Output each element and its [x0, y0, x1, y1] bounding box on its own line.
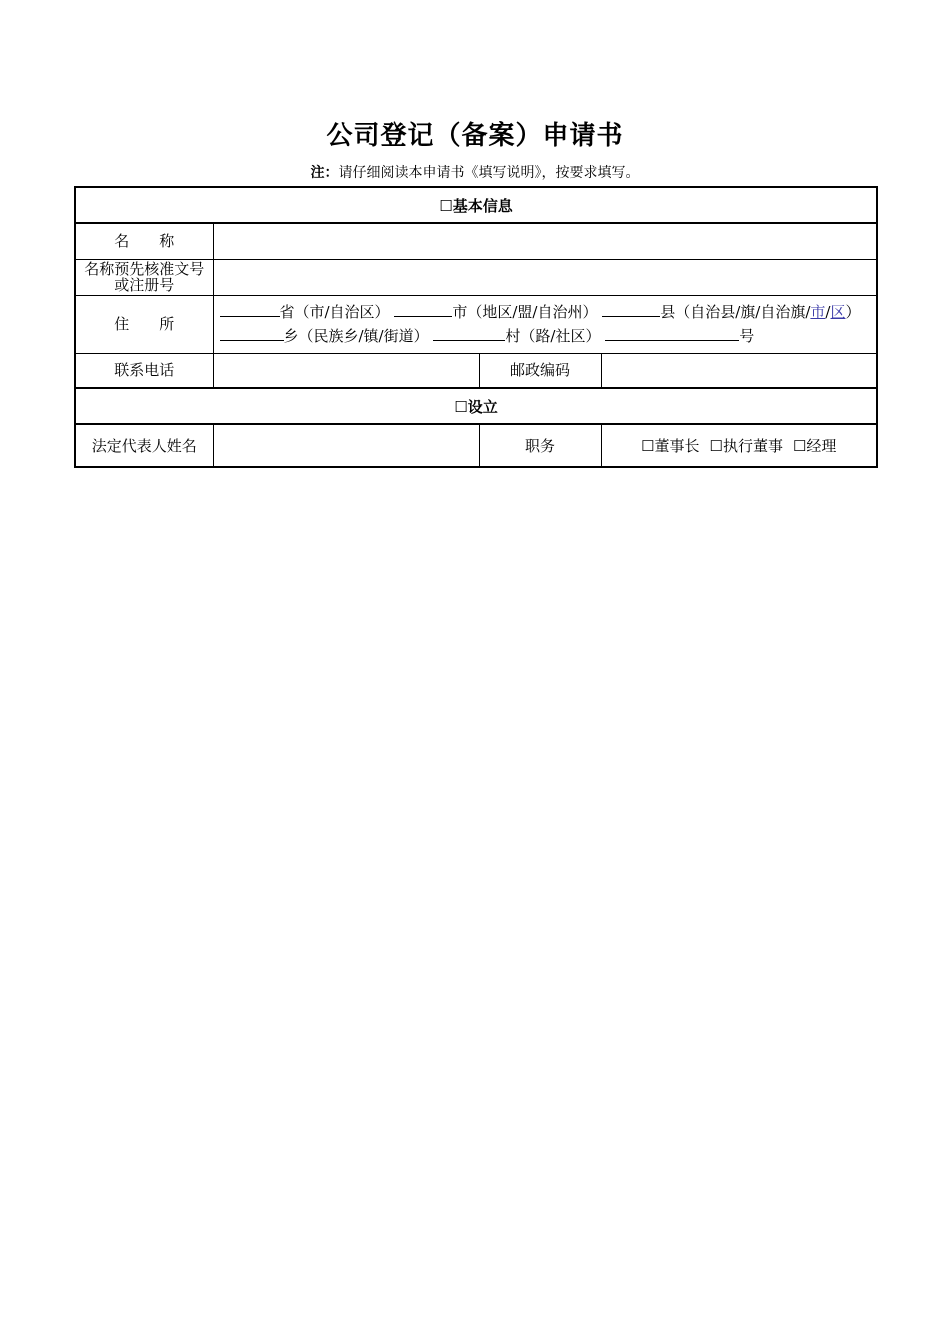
- legal-rep-label: 法定代表人姓名: [75, 424, 213, 467]
- position-option-executive-director[interactable]: ☐执行董事: [709, 437, 783, 455]
- section-basic-info-label: ☐基本信息: [439, 196, 513, 215]
- number-blank[interactable]: [605, 326, 739, 341]
- county-blank[interactable]: [602, 302, 660, 317]
- approval-number-label: 名称预先核准文号或注册号: [75, 259, 213, 295]
- township-blank[interactable]: [220, 326, 284, 341]
- city-text: 市（地区/盟/自治州）: [452, 303, 598, 321]
- phone-field[interactable]: [213, 353, 479, 388]
- city-blank[interactable]: [394, 302, 452, 317]
- county-close: ）: [845, 303, 861, 321]
- address-label: 住所: [75, 295, 213, 353]
- position-options: [601, 424, 877, 467]
- district-link[interactable]: 区: [830, 303, 846, 321]
- position-option-manager[interactable]: ☐经理: [792, 437, 837, 455]
- note-label: 注：: [310, 165, 339, 181]
- address-field[interactable]: [213, 295, 877, 353]
- province-blank[interactable]: [220, 302, 280, 317]
- approval-number-field[interactable]: [213, 259, 877, 295]
- form-note: [0, 163, 950, 183]
- province-text: 省（市/自治区）: [279, 303, 390, 321]
- township-text: 乡（民族乡/镇/街道）: [283, 327, 429, 345]
- postcode-field[interactable]: [601, 353, 877, 388]
- position-label: 职务: [479, 424, 601, 467]
- phone-label: 联系电话: [75, 353, 213, 388]
- section-establish-label: ☐设立: [454, 397, 498, 416]
- legal-rep-field[interactable]: [213, 424, 479, 467]
- postcode-label: 邮政编码: [479, 353, 601, 388]
- page-title: 公司登记（备案）申请书: [326, 121, 624, 151]
- note-text: 请仔细阅读本申请书《填写说明》，按要求填写。: [338, 165, 640, 181]
- number-text: 号: [739, 327, 755, 345]
- section-establish[interactable]: [75, 388, 877, 424]
- section-basic-info[interactable]: [75, 187, 877, 223]
- county-text: 县（自治县/旗/自治旗/: [660, 303, 811, 321]
- village-text: 村（路/社区）: [505, 327, 601, 345]
- slash-separator: /: [825, 303, 831, 321]
- name-field[interactable]: [213, 223, 877, 259]
- name-label: 名称: [75, 223, 213, 259]
- address-line: [220, 298, 871, 350]
- village-blank[interactable]: [433, 326, 505, 341]
- registration-form-table: [74, 186, 878, 468]
- position-option-chairman[interactable]: ☐董事长: [641, 437, 700, 455]
- city-link[interactable]: 市: [810, 303, 826, 321]
